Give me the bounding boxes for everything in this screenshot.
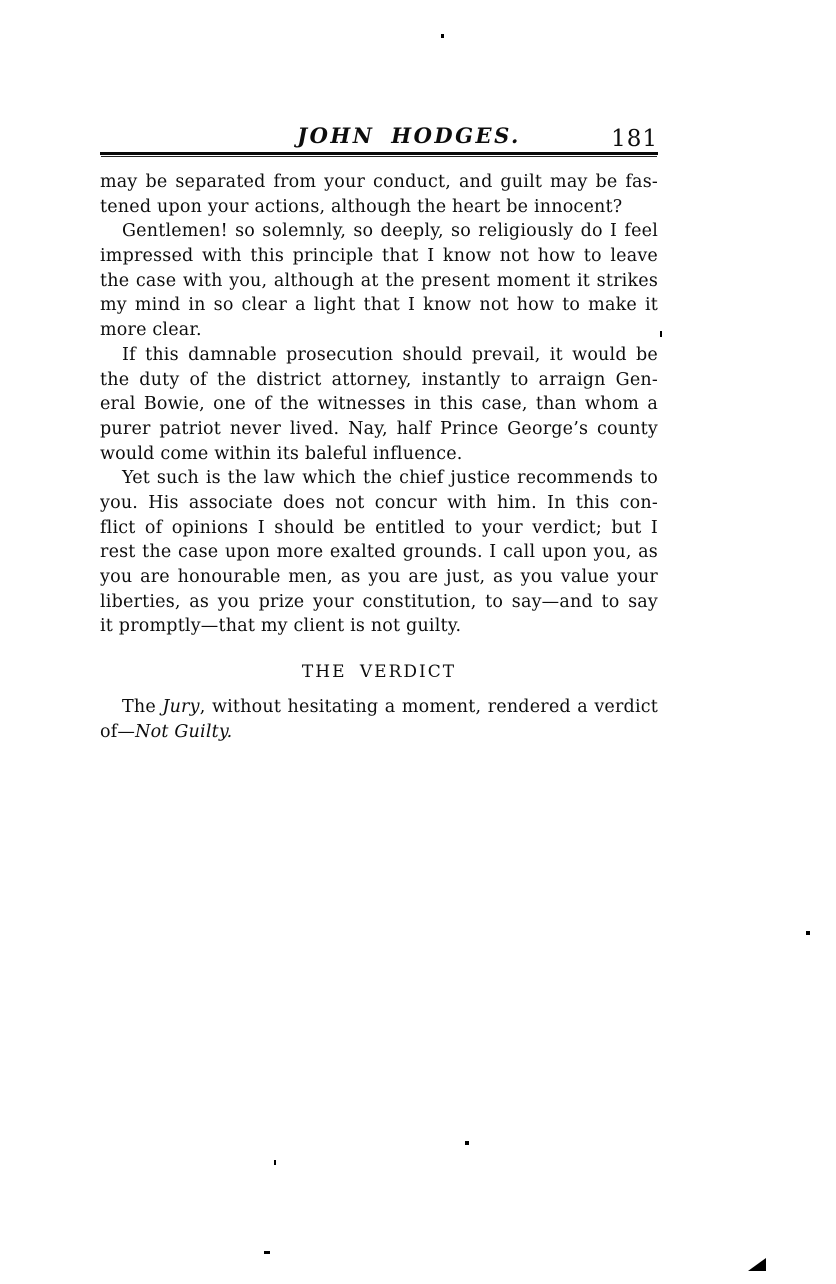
- text-line: eral Bowie, one of the witnesses in this case, than whom a: [100, 394, 658, 415]
- section-heading: THE VERDICT: [301, 662, 457, 683]
- paragraph: [100, 695, 658, 744]
- text-line: Gentlemen! so solemnly, so deeply, so religiously do I feel: [122, 221, 658, 242]
- header-rule: [100, 152, 658, 156]
- plain-text: , without hesitating a moment, rendered a verdict: [199, 697, 658, 718]
- text-line: the duty of the district attorney, instantly to arraign Gen-: [100, 369, 658, 390]
- text-line: my mind in so clear a light that I know not how to make it: [100, 295, 658, 316]
- paragraph: [100, 466, 658, 639]
- scan-speck: [264, 1251, 270, 1254]
- scan-speck: [441, 34, 444, 38]
- text-line: If this damnable prosecution should prevail, it would be: [122, 344, 658, 365]
- scan-speck: [806, 931, 810, 935]
- paragraph: [100, 219, 658, 342]
- scan-speck: [660, 331, 662, 337]
- running-title: JOHN HODGES.: [297, 123, 521, 148]
- book-page-content: [100, 0, 658, 1284]
- text-line: it promptly—that my client is not guilty.: [100, 616, 462, 637]
- plain-text: of—: [100, 721, 136, 742]
- text-line: you. His associate does not concur with him. In this con-: [100, 492, 658, 513]
- italic-text: Jury: [162, 697, 200, 718]
- paragraph: [100, 343, 658, 466]
- text-line: rest the case upon more exalted grounds. I call upon you, as: [100, 542, 658, 563]
- plain-text: The: [122, 697, 163, 718]
- paragraph: [100, 170, 658, 219]
- page-number: 181: [611, 126, 658, 152]
- text-line: the case with you, although at the present moment it strikes: [100, 270, 658, 291]
- scan-corner-mark: [748, 1258, 766, 1271]
- text-line: flict of opinions I should be entitled to your verdict; but I: [100, 517, 658, 538]
- text-line: Yet such is the law which the chief justice recommends to: [122, 468, 658, 489]
- text-line: tened upon your actions, although the heart be innocent?: [100, 196, 623, 217]
- text-line: impressed with this principle that I know not how to leave: [100, 246, 658, 267]
- text-line: more clear.: [100, 320, 202, 341]
- body-text: [100, 170, 658, 744]
- page-header: [100, 0, 658, 152]
- italic-text: Not Guilty.: [135, 721, 233, 742]
- text-line: would come within its baleful influence.: [100, 443, 463, 464]
- text-line: may be separated from your conduct, and guilt may be fas-: [100, 172, 658, 192]
- text-line: you are honourable men, as you are just, as you value your: [100, 567, 658, 587]
- scan-speck: [274, 1160, 276, 1165]
- text-line: liberties, as you prize your constitution, to say—and to say: [100, 591, 658, 612]
- text-line: [100, 695, 658, 720]
- text-line: purer patriot never lived. Nay, half Prince George’s county: [100, 418, 658, 439]
- scan-speck: [465, 1141, 469, 1145]
- text-line: [100, 720, 658, 745]
